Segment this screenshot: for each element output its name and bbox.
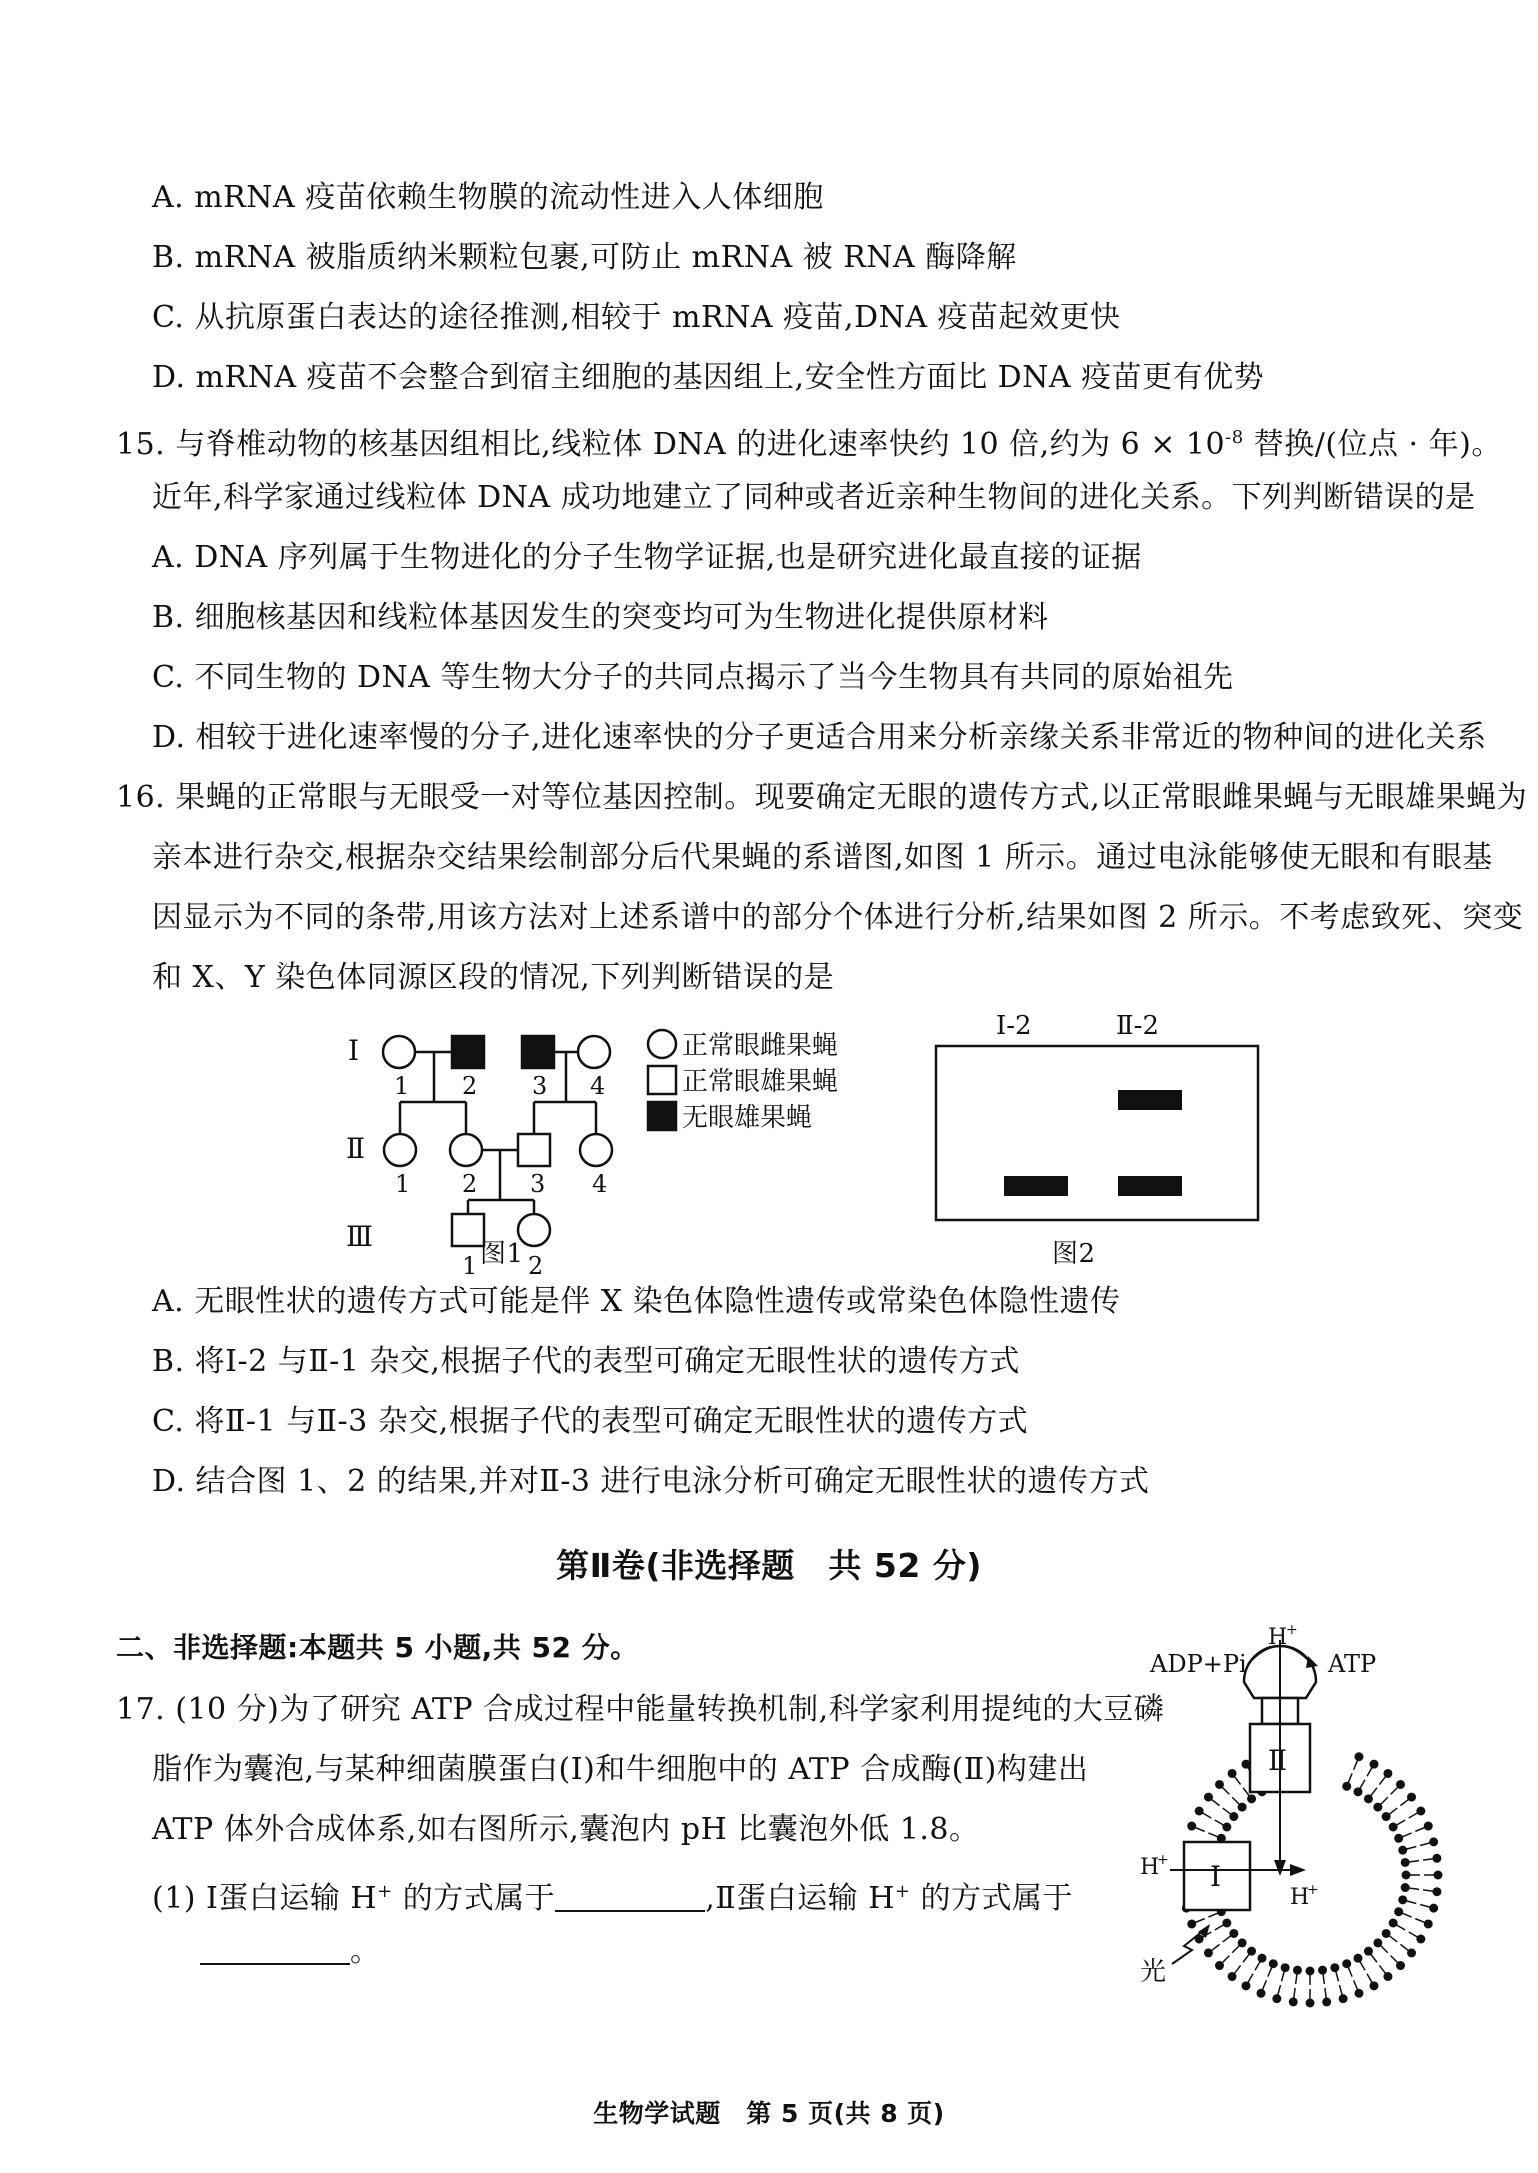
q15-option-c: C. 不同生物的 DNA 等生物大分子的共同点揭示了当今生物具有共同的原始祖先 — [152, 660, 1234, 695]
label-II-2: 2 — [462, 1170, 478, 1198]
page-footer: 生物学试题 第 5 页(共 8 页) — [593, 2099, 945, 2128]
lipid-head — [1354, 1954, 1363, 1963]
lipid-head — [1424, 1919, 1433, 1928]
h-top-label: H — [1268, 1625, 1288, 1650]
pedigree-II-1-female — [384, 1134, 416, 1166]
label-III-1: 1 — [462, 1252, 478, 1280]
lipid-head — [1394, 1834, 1403, 1843]
lipid-head — [1228, 1972, 1237, 1981]
lipid-head — [1434, 1871, 1443, 1880]
lipid-head — [1354, 1989, 1363, 1998]
q15-stem-part1: 15. 与脊椎动物的核基因组相比,线粒体 DNA 的进化速率快约 10 倍,约为 6 × 10 — [116, 427, 1226, 462]
lipid-head — [1416, 1935, 1425, 1944]
lipid-head — [1258, 1954, 1267, 1963]
q15-stem-line2: 近年,科学家通过线粒体 DNA 成功地建立了同种或者近亲种生物间的进化关系。下列判断错误的是 — [152, 480, 1476, 515]
lipid-head — [1383, 1769, 1392, 1778]
lipid-head — [1354, 1752, 1363, 1761]
vesicle-diagram — [1140, 1620, 1480, 2020]
lipid-head — [1402, 1871, 1411, 1880]
lane-label-II-2: Ⅱ-2 — [1116, 1011, 1159, 1041]
label-I-2: 2 — [462, 1072, 478, 1100]
gen-label-III: Ⅲ — [346, 1220, 374, 1253]
q16-stem-line3: 因显示为不同的条带,用该方法对上述系谱中的部分个体进行分析,结果如图 2 所示。不考虑致死、突变 — [152, 900, 1524, 935]
lipid-head — [1370, 1760, 1379, 1769]
q16-option-d: D. 结合图 1、2 的结果,并对Ⅱ-3 进行电泳分析可确定无眼性状的遗传方式 — [152, 1464, 1150, 1499]
q17-sub1-part2: 的方式属于 — [392, 1881, 556, 1916]
lipid-head — [1318, 1966, 1327, 1975]
answer-blank-1[interactable] — [555, 1882, 705, 1912]
protein-II-label: Ⅱ — [1268, 1744, 1288, 1777]
legend-female-label: 正常眼雌果蝇 — [682, 1031, 839, 1061]
pedigree-figure — [340, 1010, 880, 1280]
lipid-head — [1382, 1929, 1391, 1938]
lipid-head — [1228, 1769, 1237, 1778]
lipid-head — [1407, 1948, 1416, 1957]
part2-heading: 第Ⅱ卷(非选择题 共 52 分) — [556, 1546, 982, 1585]
lipid-head — [1238, 1803, 1247, 1812]
lipid-head — [1229, 1812, 1238, 1821]
pedigree-I-3-affected-male — [522, 1036, 554, 1068]
lipid-head — [1306, 1999, 1315, 2008]
band-I-2-lower — [1004, 1176, 1068, 1196]
legend-affected-icon — [648, 1102, 676, 1130]
lipid-head — [1398, 1846, 1407, 1855]
lipid-head — [1396, 1961, 1405, 1970]
lipid-head — [1215, 1961, 1224, 1970]
q16-stem-line4: 和 X、Y 染色体同源区段的情况,下列判断错误的是 — [152, 960, 835, 995]
lipid-head — [1394, 1907, 1403, 1916]
protein-I-label: Ⅰ — [1210, 1860, 1222, 1893]
label-II-4: 4 — [592, 1170, 608, 1198]
answer-blank-2[interactable] — [200, 1935, 350, 1965]
h-right-label: H — [1290, 1885, 1310, 1910]
lipid-head — [1281, 1963, 1290, 1972]
q17-sub1-part3: ,Ⅱ蛋白运输 H — [705, 1881, 895, 1916]
lipid-head — [1289, 1997, 1298, 2006]
legend-male-label: 正常眼雄果蝇 — [682, 1067, 839, 1097]
lipid-head — [1342, 1959, 1351, 1968]
lipid-head — [1242, 1981, 1251, 1990]
pedigree-II-4-female — [580, 1134, 612, 1166]
lipid-head — [1424, 1822, 1433, 1831]
q17-sub1-part4: 的方式属于 — [910, 1881, 1073, 1916]
lipid-head — [1229, 1929, 1238, 1938]
q16-option-c: C. 将Ⅱ-1 与Ⅱ-3 杂交,根据子代的表型可确定无眼性状的遗传方式 — [152, 1404, 1029, 1439]
lipid-head — [1432, 1854, 1441, 1863]
pedigree-I-2-affected-male — [452, 1036, 484, 1068]
pedigree-II-2-female — [450, 1134, 482, 1166]
lipid-head — [1204, 1948, 1213, 1957]
lipid-head — [1222, 1823, 1231, 1832]
q14-option-b: B. mRNA 被脂质纳米颗粒包裹,可防止 mRNA 被 RNA 酶降解 — [152, 240, 1017, 275]
lipid-head — [1407, 1793, 1416, 1802]
electrophoresis-figure — [930, 1000, 1270, 1226]
legend-female-icon — [648, 1030, 676, 1058]
lipid-head — [1269, 1959, 1278, 1968]
band-II-2-lower — [1118, 1176, 1182, 1196]
label-II-3: 3 — [530, 1170, 546, 1198]
lipid-head — [1373, 1803, 1382, 1812]
figure1-caption: 图1 — [480, 1239, 524, 1269]
lipid-head — [1429, 1837, 1438, 1846]
h-left-label: H — [1140, 1855, 1160, 1880]
lipid-head — [1396, 1780, 1405, 1789]
lipid-head — [1370, 1981, 1379, 1990]
lipid-head — [1429, 1904, 1438, 1913]
lipid-head — [1432, 1887, 1441, 1896]
lipid-head — [1383, 1972, 1392, 1981]
lipid-head — [1187, 1919, 1196, 1928]
q17-stem-line1: 17. (10 分)为了研究 ATP 合成过程中能量转换机制,科学家利用提纯的大豆磷 — [116, 1692, 1165, 1727]
lipid-head — [1306, 1967, 1315, 1976]
lane-label-I-2: Ⅰ-2 — [996, 1011, 1032, 1041]
lipid-head — [1204, 1793, 1213, 1802]
q16-option-b: B. 将Ⅰ-2 与Ⅱ-1 杂交,根据子代的表型可确定无眼性状的遗传方式 — [152, 1344, 1020, 1379]
lipid-head — [1398, 1895, 1407, 1904]
q14-option-c: C. 从抗原蛋白表达的途径推测,相较于 mRNA 疫苗,DNA 疫苗起效更快 — [152, 300, 1121, 335]
label-II-1: 1 — [395, 1170, 411, 1198]
q15-option-d: D. 相较于进化速率慢的分子,进化速率快的分子更适合用来分析亲缘关系非常近的物种间的进化关系 — [152, 720, 1487, 755]
q16-option-a: A. 无眼性状的遗传方式可能是伴 X 染色体隐性遗传或常染色体隐性遗传 — [152, 1284, 1121, 1319]
lipid-head — [1293, 1966, 1302, 1975]
lipid-head — [1382, 1812, 1391, 1821]
lipid-head — [1389, 1919, 1398, 1928]
atp-label: ATP — [1328, 1650, 1377, 1678]
q15-option-a: A. DNA 序列属于生物进化的分子生物学证据,也是研究进化最直接的证据 — [152, 540, 1142, 575]
band-II-2-upper — [1118, 1090, 1182, 1110]
lipid-head — [1247, 1794, 1256, 1803]
lipid-head — [1401, 1883, 1410, 1892]
q14-option-d: D. mRNA 疫苗不会整合到宿主细胞的基因组上,安全性方面比 DNA 疫苗更有优势 — [152, 360, 1265, 395]
lipid-head — [1389, 1823, 1398, 1832]
lightning-icon — [1172, 1930, 1204, 1964]
lipid-head — [1364, 1947, 1373, 1956]
q16-stem-line1: 16. 果蝇的正常眼与无眼受一对等位基因控制。现要确定无眼的遗传方式,以正常眼雌果蝇与无眼雄果蝇为 — [116, 780, 1528, 815]
label-I-4: 4 — [590, 1072, 606, 1100]
lipid-head — [1222, 1919, 1231, 1928]
h-top-plus: + — [1286, 1622, 1298, 1638]
adp-pi-label: ADP+Pi — [1150, 1650, 1247, 1678]
lipid-head — [1272, 1994, 1281, 2003]
lipid-head — [1257, 1989, 1266, 1998]
q14-option-a: A. mRNA 疫苗依赖生物膜的流动性进入人体细胞 — [152, 180, 824, 215]
q17-sup-1: + — [377, 1881, 393, 1902]
lipid-head — [1373, 1938, 1382, 1947]
lipid-head — [1401, 1858, 1410, 1867]
lipid-head — [1339, 1994, 1348, 2003]
q16-stem-line2: 亲本进行杂交,根据杂交结果绘制部分后代果蝇的系谱图,如图 1 所示。通过电泳能够使无眼和有眼基 — [152, 840, 1493, 875]
gen-label-II: Ⅱ — [346, 1132, 366, 1165]
q17-stem-line3: ATP 体外合成体系,如右图所示,囊泡内 pH 比囊泡外低 1.8。 — [152, 1812, 980, 1847]
lipid-head — [1342, 1782, 1351, 1791]
lipid-head — [1354, 1787, 1363, 1796]
legend-affected-label: 无眼雄果蝇 — [682, 1103, 813, 1133]
lipid-head — [1364, 1794, 1373, 1803]
q17-sub1-line1 — [152, 1872, 1073, 1919]
section-heading: 二、非选择题:本题共 5 小题,共 52 分。 — [116, 1631, 639, 1664]
h-left-plus: + — [1157, 1852, 1169, 1868]
q17-sub1-part1: (1) Ⅰ蛋白运输 H — [152, 1881, 378, 1916]
lipid-head — [1187, 1822, 1196, 1831]
q15-stem-line1 — [116, 418, 1502, 465]
pedigree-I-1-female — [383, 1036, 415, 1068]
figure2-caption: 图2 — [1052, 1239, 1096, 1269]
label-I-3: 3 — [532, 1072, 548, 1100]
q15-exponent: -8 — [1225, 427, 1244, 448]
pedigree-I-4-female — [578, 1036, 610, 1068]
lipid-head — [1215, 1780, 1224, 1789]
pedigree-II-3-male — [518, 1134, 550, 1166]
q17-sub1-line2 — [200, 1932, 381, 1972]
q15-option-b: B. 细胞核基因和线粒体基因发生的突变均可为生物进化提供原材料 — [152, 600, 1049, 635]
lipid-head — [1322, 1997, 1331, 2006]
label-III-2: 2 — [528, 1252, 544, 1280]
light-label: 光 — [1140, 1957, 1167, 1987]
legend-male-icon — [648, 1066, 676, 1094]
lipid-head — [1330, 1963, 1339, 1972]
lipid-head — [1247, 1947, 1256, 1956]
lipid-head — [1416, 1807, 1425, 1816]
lipid-head — [1195, 1807, 1204, 1816]
gen-label-I: Ⅰ — [348, 1034, 360, 1067]
q17-stem-line2: 脂作为囊泡,与某种细菌膜蛋白(Ⅰ)和牛细胞中的 ATP 合成酶(Ⅱ)构建出 — [152, 1752, 1089, 1787]
q17-sub1-end: 。 — [350, 1934, 381, 1969]
h-right-plus: + — [1307, 1882, 1319, 1898]
q15-stem-part2: 替换/(位点 · 年)。 — [1243, 427, 1502, 462]
lipid-head — [1238, 1938, 1247, 1947]
label-I-1: 1 — [394, 1072, 410, 1100]
q17-sup-2: + — [894, 1881, 911, 1902]
gel-frame — [936, 1046, 1258, 1220]
